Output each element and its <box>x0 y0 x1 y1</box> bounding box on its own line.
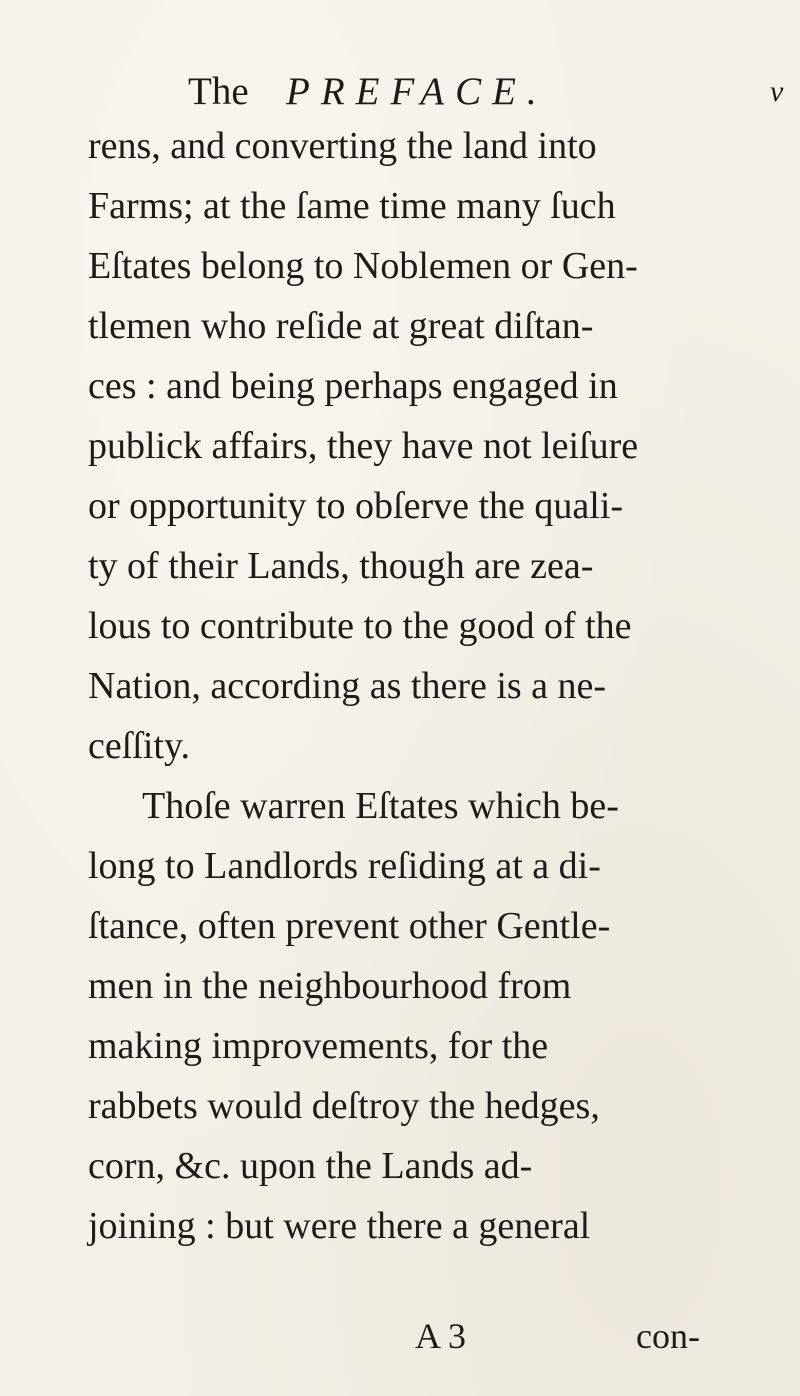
text-line: lous to contribute to the good of the <box>88 605 632 647</box>
page-number: v <box>770 75 784 108</box>
catchword: con- <box>636 1316 700 1356</box>
text-line: rens, and converting the land into <box>88 125 597 167</box>
text-line: joining : but were there a general <box>88 1205 591 1247</box>
header-article: The <box>188 70 249 113</box>
text-line: or opportunity to obſerve the quali- <box>88 485 624 527</box>
text-line: ſtance, often prevent other Gentle- <box>88 905 611 947</box>
text-line: publick affairs, they have not leiſure <box>88 425 639 467</box>
text-line: corn, &c. upon the Lands ad- <box>88 1145 533 1187</box>
text-line: ces : and being perhaps engaged in <box>88 365 618 407</box>
text-line: ty of their Lands, though are zea- <box>88 545 594 587</box>
text-line: Eſtates belong to Noblemen or Gen- <box>88 245 638 287</box>
text-line: men in the neighbourhood from <box>88 965 572 1007</box>
paragraph-start-line: Thoſe warren Eſtates which be- <box>142 785 619 827</box>
text-line: ceſſity. <box>88 725 190 767</box>
text-line: making improvements, for the <box>88 1025 549 1067</box>
signature-mark: A 3 <box>415 1316 467 1356</box>
header-title: PREFACE. <box>286 70 548 113</box>
text-line: tlemen who reſide at great diſtan- <box>88 305 594 347</box>
text-line: Nation, according as there is a ne- <box>88 665 607 707</box>
text-line: rabbets would deſtroy the hedges, <box>88 1085 600 1127</box>
text-line: long to Landlords reſiding at a di- <box>88 845 601 887</box>
text-line: Farms; at the ſame time many ſuch <box>88 185 616 227</box>
running-header <box>0 62 800 122</box>
page-footer <box>0 1314 800 1362</box>
